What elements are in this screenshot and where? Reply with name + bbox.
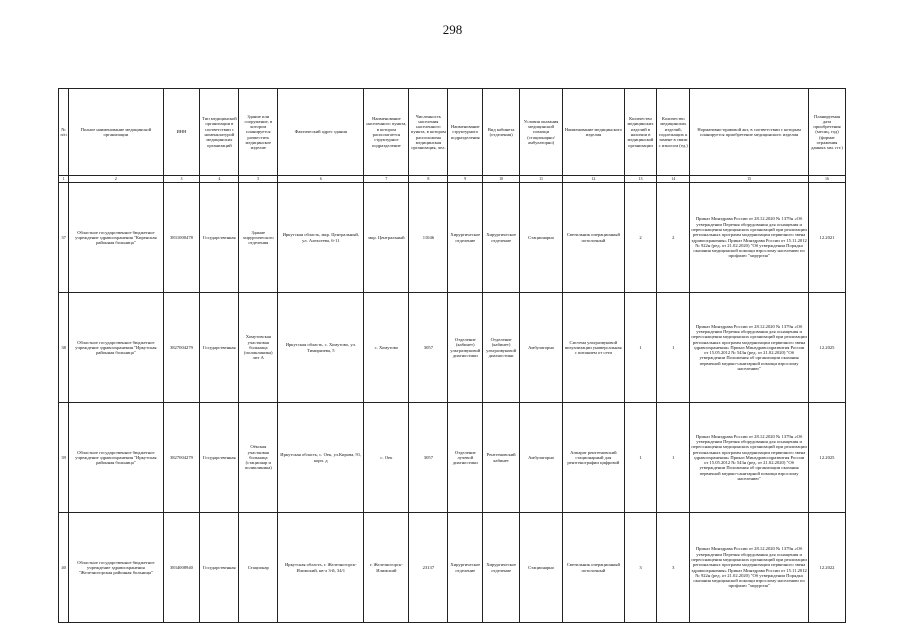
column-number: 14 [657, 176, 690, 183]
cabinet: Хирургическое отделение [483, 183, 520, 293]
unit: Хирургическое отделение [448, 513, 483, 623]
header-cell: Тип медицинской организации в соответствии с номенклатурой медицинских организаций [200, 89, 239, 176]
legal-act: Приказ Минздрава России от 28.12.2020 № 1379н «Об утверждении Перечня оборудования для оснащения и переоснащения медицинских организаций при реализации региональных программ модернизации первичного звена здравоохранения» Приказ Минздрава России от 15.11.2012 № 922н (ред. от 21.02.2020) "Об утверждении Порядка оказания медицинской помощи взрослому населению по профилю "хирургия" [690, 513, 809, 623]
column-number: 5 [239, 176, 278, 183]
column-number-row [59, 176, 846, 183]
page-number: 298 [442, 22, 463, 37]
row-number: 39 [59, 403, 69, 513]
column-number: 6 [278, 176, 364, 183]
qty-have: 2 [624, 183, 657, 293]
purchase-date: 12.2025 [809, 293, 846, 403]
qty-replace: 1 [657, 293, 690, 403]
population: 23137 [409, 513, 448, 623]
cabinet: Отделение (кабинет) ультразвуковой диагностики [483, 293, 520, 403]
building: Здание хирургического отделения [239, 183, 278, 293]
org-type: Государственная [200, 293, 239, 403]
address: Иркутская область, г. Железногорск-Илимский, кв-л 3-й, 34/1 [278, 513, 364, 623]
building: Хомутовская участковая больница (поликлиника) лит А [239, 293, 278, 403]
column-number: 1 [59, 176, 69, 183]
address: Иркутская область, с. Хомутово, ул. Тимирязева, 5 [278, 293, 364, 403]
org-type: Государственная [200, 183, 239, 293]
header-cell: Фактический адрес здания [278, 89, 364, 176]
unit: Хирургическое отделение [448, 183, 483, 293]
column-number: 16 [809, 176, 846, 183]
table-row [59, 513, 846, 623]
unit: Отделение лучевой диагностики [448, 403, 483, 513]
qty-have: 3 [624, 513, 657, 623]
column-number: 8 [409, 176, 448, 183]
column-number: 10 [483, 176, 520, 183]
column-number: 15 [690, 176, 809, 183]
column-number: 4 [200, 176, 239, 183]
header-cell: Планируемая дата приобретения (месяц, год) (формат отражения данных мм. ггг.) [809, 89, 846, 176]
column-number: 12 [563, 176, 624, 183]
table-row [59, 183, 846, 293]
header-cell: ИНН [163, 89, 200, 176]
cabinet: Хирургическое отделение [483, 513, 520, 623]
conditions: Стационарно [520, 183, 563, 293]
header-cell: Количество медицинских изделий в наличии в медицинской организации [624, 89, 657, 176]
building: Стационар [239, 513, 278, 623]
header-cell: Условия оказания медицинской помощи (стационарно/амбулаторно) [520, 89, 563, 176]
column-number: 7 [364, 176, 409, 183]
legal-act: Приказ Минздрава России от 28.12.2020 № 1379н «Об утверждении Перечня оборудования для оснащения и переоснащения медицинских организаций при реализации региональных программ модернизации первичного звена здравоохранения» Приказ Минздрава России от 15.11.2012 № 922н (ред. от 21.02.2020) "Об утверждении Порядка оказания медицинской помощи взрослому населению по профилю "хирургия" [690, 183, 809, 293]
qty-replace: 2 [657, 183, 690, 293]
address: Иркутская область, мкр. Центральный, ул. Алексеева, 6-11 [278, 183, 364, 293]
header-cell: Нормативно-правовой акт, в соответствии с которым планируется приобретение медицинского изделия [690, 89, 809, 176]
device: Система ультразвуковой визуализации универсальная с питанием от сети [563, 293, 624, 403]
inn: 3827004279 [163, 293, 200, 403]
column-number: 9 [448, 176, 483, 183]
org-name: Областное государственное бюджетное учреждение здравоохранения "Киренская районная больница" [69, 183, 163, 293]
conditions: Амбулаторно [520, 293, 563, 403]
header-cell: Полное наименование медицинской организации [69, 89, 163, 176]
inn: 3834008940 [163, 513, 200, 623]
header-cell: Наименование населенного пункта, в котором располагается структурное подразделение [364, 89, 409, 176]
table-row [59, 403, 846, 513]
qty-have: 1 [624, 403, 657, 513]
qty-replace: 3 [657, 513, 690, 623]
header-cell: Наименование структурного подразделения [448, 89, 483, 176]
header-cell: Наименование медицинского изделия [563, 89, 624, 176]
header-cell: Количество медицинских изделий, подлежащих к замене в связи с износом (ед.) [657, 89, 690, 176]
locality: с. Хомутово [364, 293, 409, 403]
qty-replace: 1 [657, 403, 690, 513]
header-cell: Здание или сооружение, в котором планируется разместить медицинское изделие [239, 89, 278, 176]
qty-have: 1 [624, 293, 657, 403]
locality: г. Железногорск-Илимский [364, 513, 409, 623]
purchase-date: 12.2021 [809, 183, 846, 293]
locality: мкр. Центральный [364, 183, 409, 293]
column-number: 11 [520, 176, 563, 183]
org-name: Областное государственное бюджетное учреждение здравоохранения "Иркутская районная больница" [69, 403, 163, 513]
column-number: 2 [69, 176, 163, 183]
purchase-date: 12.2025 [809, 403, 846, 513]
population: 11046 [409, 183, 448, 293]
legal-act: Приказ Минздрава России от 28.12.2020 № 1379н «Об утверждении Перечня оборудования для оснащения и переоснащения медицинских организаций при реализации региональных программ модернизации первичного звена здравоохранения» Приказ Минздравсоцразвития России от 15.05.2012 № 543н (ред. от 21.02.2020) "Об утверждении Положения об организации оказания первичной медико-санитарной помощи взрослому населению" [690, 293, 809, 403]
row-number: 37 [59, 183, 69, 293]
device: Аппарат рентгеновский стационарный для рентгенографии цифровой [563, 403, 624, 513]
locality: с. Оек [364, 403, 409, 513]
population: 3057 [409, 403, 448, 513]
building: Оёкская участковая больница (стационар и поликлиника) [239, 403, 278, 513]
column-number: 3 [163, 176, 200, 183]
address: Иркутская область, с. Оек, ул.Кирова, 91, корп. д [278, 403, 364, 513]
equipment-table [58, 88, 846, 623]
inn: 3827004279 [163, 403, 200, 513]
org-type: Государственная [200, 403, 239, 513]
table-row [59, 293, 846, 403]
cabinet: Рентгеновский кабинет [483, 403, 520, 513]
column-number: 13 [624, 176, 657, 183]
org-name: Областное государственное бюджетное учреждение здравоохранения "Иркутская районная больница" [69, 293, 163, 403]
population: 3057 [409, 293, 448, 403]
org-name: Областное государственное бюджетное учреждение здравоохранения "Железногорская районная больница" [69, 513, 163, 623]
header-cell: Численность населения населенного пункта, в котором расположена медицинская организация, чел. [409, 89, 448, 176]
row-number: 40 [59, 513, 69, 623]
conditions: Стационарно [520, 513, 563, 623]
purchase-date: 12.2022 [809, 513, 846, 623]
conditions: Амбулаторно [520, 403, 563, 513]
header-cell: Вид кабинета (отделения) [483, 89, 520, 176]
legal-act: Приказ Минздрава России от 28.12.2020 № 1379н «Об утверждении Перечня оборудования для оснащения и переоснащения медицинских организаций при реализации региональных программ модернизации первичного звена здравоохранения» Приказ Минздравсоцразвития России от 15.05.2012 № 543н (ред. от 21.02.2020) "Об утверждении Положения об организации оказания первичной медико-санитарной помощи взрослому населению" [690, 403, 809, 513]
header-cell: № п/п [59, 89, 69, 176]
inn: 3831000478 [163, 183, 200, 293]
row-number: 38 [59, 293, 69, 403]
unit: Отделение (кабинет) ультразвуковой диагностики [448, 293, 483, 403]
device: Светильник операционный потолочный [563, 513, 624, 623]
table-header-row [59, 89, 846, 176]
org-type: Государственная [200, 513, 239, 623]
device: Светильник операционный потолочный [563, 183, 624, 293]
